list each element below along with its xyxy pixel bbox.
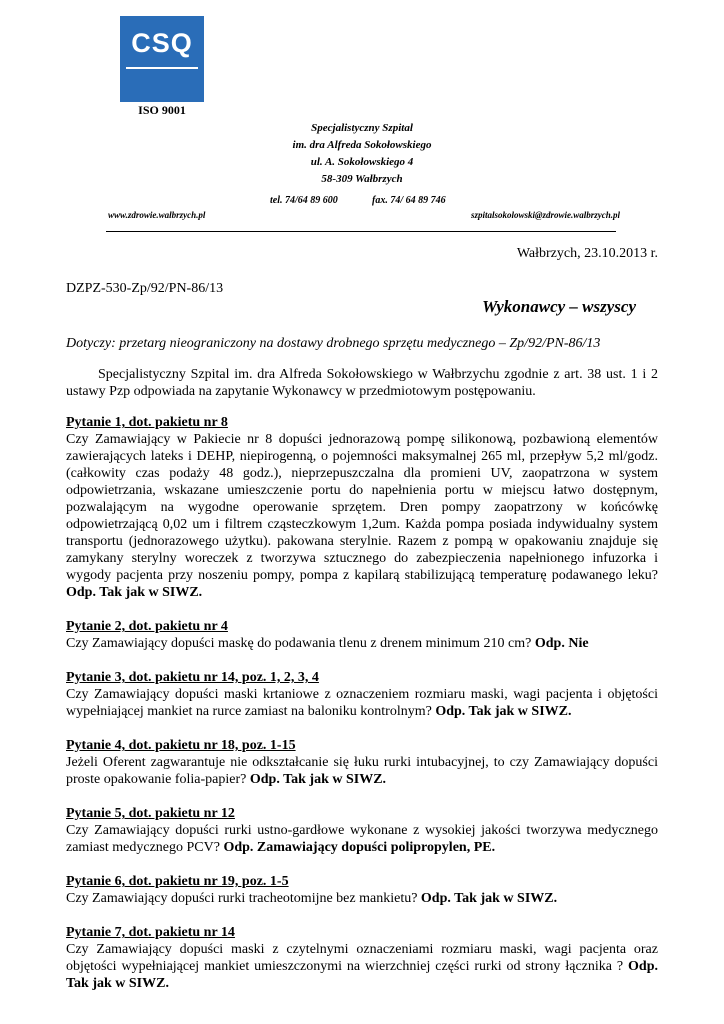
question-text: Czy Zamawiający dopuści maski z czytelnymi oznaczeniami rozmiaru maski, wagi pacjenta oraz objętości wypełniającej mankiet umieszczonymi na wierzchniej części rurki od strony łącznika ? [66,942,658,974]
header-fax: fax. 74/ 64 89 746 [372,195,446,206]
question-text: Czy Zamawiający dopuści rurki ustno-gardłowe wykonane z wysokiej jakości tworzywa medycznego zamiast medycznego PCV? [66,823,658,855]
question-item [66,873,658,907]
subject-line: Dotyczy: przetarg nieograniczony na dostawy drobnego sprzętu medycznego – Zp/92/PN-86/13 [66,336,601,351]
question-body [66,754,658,788]
question-body [66,822,658,856]
question-title: Pytanie 5, dot. pakietu nr 12 [66,806,235,821]
question-body [66,635,658,652]
question-item [66,414,658,601]
csq-logo [120,16,204,102]
question-item [66,924,658,992]
question-title: Pytanie 1, dot. pakietu nr 8 [66,415,228,430]
question-title: Pytanie 4, dot. pakietu nr 18, poz. 1-15 [66,738,296,753]
header-line-3: ul. A. Sokołowskiego 4 [310,156,414,168]
question-text: Czy Zamawiający dopuści maskę do podawania tlenu z drenem minimum 210 cm? [66,636,532,651]
header-email: szpitalsokolowski@zdrowie.walbrzych.pl [470,210,620,220]
answer-text: Odp. Tak jak w SIWZ. [249,772,387,787]
header-line-1: Specjalistyczny Szpital [311,122,413,134]
header-divider [106,231,616,232]
recipients: Wykonawcy – wszyscy [482,297,636,316]
question-body [66,941,658,992]
question-title: Pytanie 2, dot. pakietu nr 4 [66,619,228,634]
reference-number: DZPZ-530-Zp/92/PN-86/13 [66,281,224,296]
question-body [66,431,658,601]
letter-date: Wałbrzych, 23.10.2013 r. [516,246,658,261]
question-text: Czy Zamawiający dopuści rurki tracheotomijne bez mankietu? [66,891,418,906]
question-title: Pytanie 6, dot. pakietu nr 19, poz. 1-5 [66,874,289,889]
question-item [66,618,658,652]
question-item [66,669,658,720]
answer-text: Odp. Zamawiający dopuści polipropylen, PE. [223,840,496,855]
question-text: Czy Zamawiający w Pakiecie nr 8 dopuści jednorazową pompę silikonową, pozbawioną elementów zawierających lateks i DEHP, niepirogenną, o pojemności maksymalnej 265 ml, przepływ 5,2 ml/godz. (całkowity czas podaży 48 godz.), nieprzepuszczalna dla promieni UV, zaopatrzona w system odpowietrzania, wskazane umieszczenie portu do napełnienia portu w miejscu łatwo dostępnym, pozwalającym na wygodne operowanie sprzętem. Dren pompy zaopatrzony w końcówkę odpowietrzającą 0,02 um i filtrem cząsteczkowym 1,2um. Każda pompa posiada indywidualny system transportu (jednorazowego użytku). pakowana sterylnie. Razem z pompą w opakowaniu znajduje się zamykany sterylny woreczek z tworzywa sztucznego do zabezpieczenia napełnionego infuzorka i wygody pacjenta przy noszeniu pompy, pompa z kapilarą stabilizującą temperaturę podawanego leku? [66,432,658,583]
question-body [66,686,658,720]
question-title: Pytanie 3, dot. pakietu nr 14, poz. 1, 2, 3, 4 [66,670,319,685]
question-item [66,737,658,788]
answer-text: Odp. Tak jak w SIWZ. [66,959,658,991]
question-text: Jeżeli Oferent zagwarantuje nie odkształcanie się łuku rurki intubacyjnej, to czy Zamawiający dopuści proste opakowanie folia-papier? [66,755,658,787]
header-phone: tel. 74/64 89 600 [270,195,338,206]
questions-list [66,414,658,1009]
intro-paragraph: Specjalistyczny Szpital im. dra Alfreda Sokołowskiego w Wałbrzychu zgodnie z art. 38 ust. 1 i 2 ustawy Pzp odpowiada na zapytanie Wykonawcy w przedmiotowym postępowaniu. [66,367,658,399]
answer-text: Odp. Nie [534,636,589,651]
question-body [66,890,658,907]
logo-text: CSQ [131,28,193,58]
question-text: Czy Zamawiający dopuści maski krtaniowe z oznaczeniem rozmiaru maski, wagi pacjenta i objętości wypełniającej mankiet na rurce zamiast na baloniku kontrolnym? [66,687,658,719]
logo-divider [126,67,198,69]
header-website: www.zdrowie.walbrzych.pl [108,210,206,220]
header-line-4: 58-309 Wałbrzych [321,173,403,185]
question-item [66,805,658,856]
answer-text: Odp. Tak jak w SIWZ. [66,585,203,600]
iso-caption: ISO 9001 [138,103,186,117]
question-title: Pytanie 7, dot. pakietu nr 14 [66,925,235,940]
answer-text: Odp. Tak jak w SIWZ. [420,891,558,906]
header-line-2: im. dra Alfreda Sokołowskiego [292,139,432,151]
answer-text: Odp. Tak jak w SIWZ. [435,704,572,719]
